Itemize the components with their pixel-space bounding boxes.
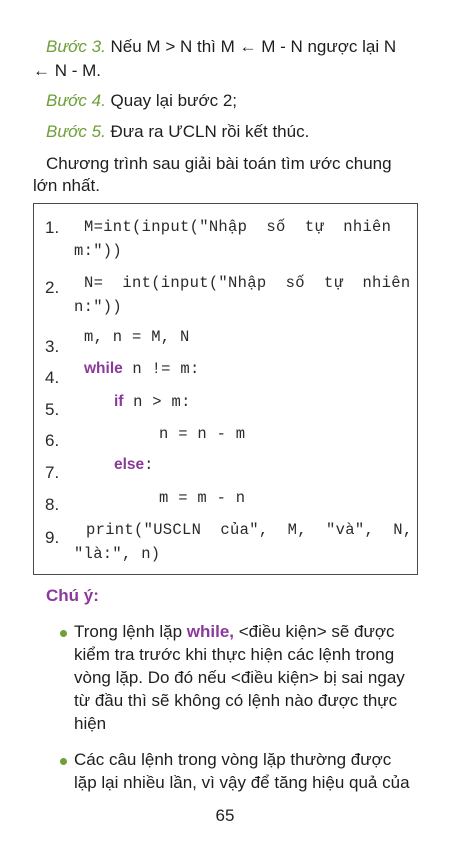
line-number: 6. [45,431,60,450]
code-line-1-cont: m:")) [74,242,123,260]
code-line-2: N= int(input("Nhập số tự nhiên [84,274,411,292]
line-number: 5. [45,400,60,419]
line-number: 9. [45,528,60,547]
code-line-9-cont: "là:", n) [74,545,161,563]
step-3-text: Nếu M > N thì M ← M - N ngược lại N [105,37,397,56]
step-4-label: Bước 4. [46,91,106,110]
code-line-5 [114,393,191,411]
step-4 [46,89,237,113]
code-line-5-rest: n > m: [123,393,191,411]
line-number: 8. [45,495,60,514]
line-number: 2. [45,278,60,297]
keyword-else: else [114,456,145,473]
code-line-7 [114,456,154,474]
intro-line-2: lớn nhất. [33,176,100,195]
code-line-4-rest: n != m: [122,360,200,378]
step-5 [46,120,309,144]
note-bullet-1-line-5: hiện [74,714,107,733]
step-3-continued: ← N - M. [33,61,101,80]
page-number: 65 [215,806,235,825]
intro-line-1: Chương trình sau giải bài toán tìm ước chung [46,154,392,173]
code-line-4 [84,360,200,378]
note-text: Trong lệnh lặp [74,622,187,641]
code-line-3: m, n = M, N [84,328,190,346]
code-line-8: m = m - n [159,489,246,507]
bullet-icon [60,758,67,765]
code-line-1: M=int(input("Nhập số tự nhiên [84,218,392,236]
step-3 [46,35,396,59]
note-bullet-1-line-3: vòng lặp. Do đó nếu <điều kiện> bị sai ngay [74,668,405,687]
step-5-label: Bước 5. [46,122,106,141]
note-bullet-1-line-1 [74,620,395,644]
code-line-2-cont: n:")) [74,298,123,316]
line-number: 7. [45,463,60,482]
code-line-9: print("USCLN của", M, "và", N, [86,521,413,539]
keyword-while: while [84,360,123,377]
note-text: <điều kiện> sẽ được [234,622,395,641]
note-bullet-1-line-4: từ đầu thì sẽ không có lệnh nào được thực [74,691,398,710]
note-bullet-2-line-2: lặp lại nhiều lần, vì vậy để tăng hiệu quả của [74,773,410,792]
line-number: 1. [45,218,60,237]
step-5-text: Đưa ra ƯCLN rồi kết thúc. [105,122,310,141]
line-number: 3. [45,337,60,356]
keyword-while-note: while, [186,622,235,641]
bullet-icon [60,630,67,637]
step-3-label: Bước 3. [46,37,106,56]
note-bullet-1-line-2: kiểm tra trước khi thực hiện các lệnh trong [74,645,395,664]
note-bullet-2-line-1: Các câu lệnh trong vòng lặp thường được [74,750,392,769]
code-line-6: n = n - m [159,425,246,443]
keyword-if: if [114,393,124,410]
line-number: 4. [45,368,60,387]
step-4-text: Quay lại bước 2; [105,91,237,110]
note-title: Chú ý: [46,586,99,605]
code-listing [33,203,418,575]
code-line-7-rest: : [144,456,154,474]
